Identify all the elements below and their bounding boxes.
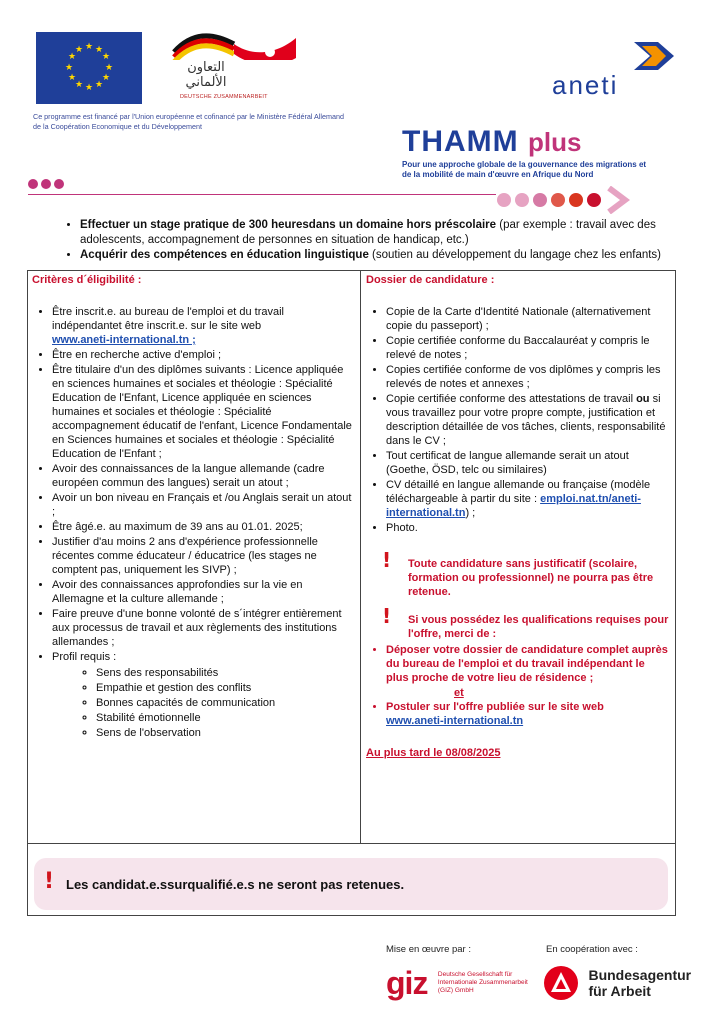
dossier-item: • CV détaillé en langue allemande ou française (modèle téléchargeable à partir du site : emploi.nat.tn/aneti-international.tn) ; [386,478,670,520]
aneti-logo [548,38,698,102]
dossier-heading: Dossier de candidature : [366,274,495,286]
svg-text:★: ★ [67,73,77,83]
conjunction-et: et [454,687,464,699]
dossier-item: • Copie certifiée conforme du Baccalauréat y compris le relevé de notes ; [386,334,670,362]
eligibility-item: • Faire preuve d'une bonne volonté de s´intégrer entièrement aux processus de travail et aux règlements des institutions allemandes ; [52,607,354,649]
thamm-plus: plus [527,127,582,157]
decorative-dots-left [28,176,67,194]
eligibility-item: • Être inscrit.e. au bureau de l'emploi et du travail indépendantet être inscrit.e. sur le site web www.aneti-international.tn ; [52,305,354,347]
intro-item: • Acquérir des compétences en éducation linguistique (soutien au développement du langage chez les enfants) [80,248,696,263]
column-divider [360,270,361,844]
application-step: • Postuler sur l'offre publiée sur le site web www.aneti-international.tn [386,700,670,728]
header-divider [28,194,496,195]
svg-text:★: ★ [94,45,104,55]
emploi-link[interactable]: emploi.nat.tn/aneti-international.tn [386,493,641,519]
eligibility-item: • Être âgé.e. au maximum de 39 ans au 01.01. 2025; [52,520,354,534]
coop-arabic-text: التعاون الألماني [185,60,227,90]
aneti-wordmark: aneti [552,70,619,100]
profile-trait: ◦ Sens de l'observation [96,726,354,740]
svg-text:★: ★ [101,52,111,62]
application-step: • Déposer votre dossier de candidature complet auprès du bureau de l'emploi et du travail indépendant le plus proche de votre lieu de résidence ; [386,643,670,685]
cooperation-label: En coopération avec : [546,944,638,955]
eligibility-item: • Être en recherche active d'emploi ; [52,348,354,362]
svg-text:★: ★ [84,42,94,52]
flags-ribbon-icon [172,30,302,60]
profile-trait: ◦ Empathie et gestion des conflits [96,681,354,695]
profile-trait: ◦ Stabilité émotionnelle [96,711,354,725]
eligibility-item: • Justifier d'au moins 2 ans d'expérience professionnelle récentes comme éducateur / éducatrice (les stages ne comptent pas, uniquement les SIVP) ; [52,535,354,577]
implemented-by-label: Mise en œuvre par : [386,944,471,955]
exclamation-icon: ! [382,548,392,572]
warning-missing-docs: ! Toute candidature sans justificatif (scolaire, formation ou professionnel) ne pourra pas être retenue. [382,548,654,598]
eligibility-heading: Critères d´éligibilité : [32,274,142,286]
giz-wordmark: giz [386,965,428,1001]
coop-sub-text: DEUTSCHE ZUSAMMENARBEIT [180,94,268,100]
dossier-column [366,273,670,760]
svg-text:★: ★ [84,83,94,93]
svg-text:★: ★ [74,45,84,55]
eligibility-item: • Être titulaire d'un des diplômes suivants : Licence appliquée en sciences humaines et sociales et théologie : Spécialité Education de l'Enfant, Licence appliquée en sciences humaines et sociales et théologie : Spécialité accompagnement éducatif de l'enfant, Licence Fondamentale en Sciences humaines et sociales et théologie : Spécialité Education de l'Enfant ; [52,363,354,461]
eu-stars-icon [36,32,142,104]
svg-text:★: ★ [101,73,111,83]
aneti-international-link[interactable]: www.aneti-international.tn ; [52,334,196,346]
exclamation-icon: ! [382,604,392,628]
svg-text:★: ★ [64,63,74,73]
profile-trait: ◦ Bonnes capacités de communication [96,696,354,710]
deadline: Au plus tard le 08/08/2025 [366,747,501,759]
eligibility-item: • Avoir des connaissances approfondies sur la vie en Allemagne et la culture allemande ; [52,578,354,606]
german-cooperation-logo [172,30,302,108]
warning-qualifications: ! Si vous possédez les qualifications requises pour l'offre, merci de : [382,604,669,640]
overqualified-notice: Les candidat.e.ssurqualifié.e.s ne seront pas retenues. [66,877,405,892]
svg-text:★: ★ [104,63,114,73]
ba-emblem-icon [544,966,578,1000]
giz-subtext: Deutsche Gesellschaft für Internationale Zusammenarbeit (GIZ) GmbH [437,971,528,994]
dossier-item: • Copies certifiée conforme de vos diplômes y compris les relevés de notes et annexes ; [386,363,670,391]
funding-note: Ce programme est financé par l'Union européenne et cofinancé par le Ministère Fédéral Allemand de la Coopération Economique et du Développement [33,112,345,131]
decorative-dots-right [497,186,631,214]
dossier-item: • Tout certificat de langue allemande serait un atout (Goethe, ÖSD, telc ou similaires) [386,449,670,477]
dossier-item: • Photo. [386,521,670,535]
chevron-right-icon [605,186,631,214]
svg-text:★: ★ [94,80,104,90]
aneti-arrow-icon [624,38,684,74]
dossier-item: • Copie certifiée conforme des attestations de travail ou si vous travaillez pour votre propre compte, justification et description détaillée de vos tâches, clients, responsabilité dans le CV ; [386,392,670,448]
thamm-subtitle: Pour une approche globale de la gouvernance des migrations et de la mobilité de main d'œuvre en Afrique du Nord [402,160,647,179]
thamm-title: THAMM [402,125,519,158]
dossier-item: • Copie de la Carte d'Identité Nationale (alternativement copie du passeport) ; [386,305,670,333]
bundesagentur-logo [544,966,691,1000]
eligibility-item: • Avoir des connaissances de la langue allemande (cadre européen commun des langues) serait un atout ; [52,462,354,490]
intro-list [56,218,696,263]
svg-text:★: ★ [67,52,77,62]
svg-text:★: ★ [74,80,84,90]
profile-item: • Profil requis : ◦ Sens des responsabilités ◦ Empathie et gestion des conflits ◦ Bonnes capacités de communication ◦ Stabilité émotionnelle ◦ Sens de l'observation [52,650,354,740]
aneti-international-link[interactable]: www.aneti-international.tn [386,715,524,727]
giz-logo [386,966,528,1000]
profile-trait: ◦ Sens des responsabilités [96,666,354,680]
eu-flag-logo [36,32,142,104]
ba-wordmark: Bundesagentur für Arbeit [588,967,692,999]
thamm-plus-logo [402,126,672,179]
exclamation-icon: ! [44,869,55,894]
eligibility-item: • Avoir un bon niveau en Français et /ou Anglais serait un atout ; [52,491,354,519]
intro-item: • Effectuer un stage pratique de 300 heuresdans un domaine hors préscolaire (par exemple : travail avec des adolescents, accompagnement de personnes en situation de handicap, etc.) [80,218,696,248]
eligibility-column [32,273,354,741]
